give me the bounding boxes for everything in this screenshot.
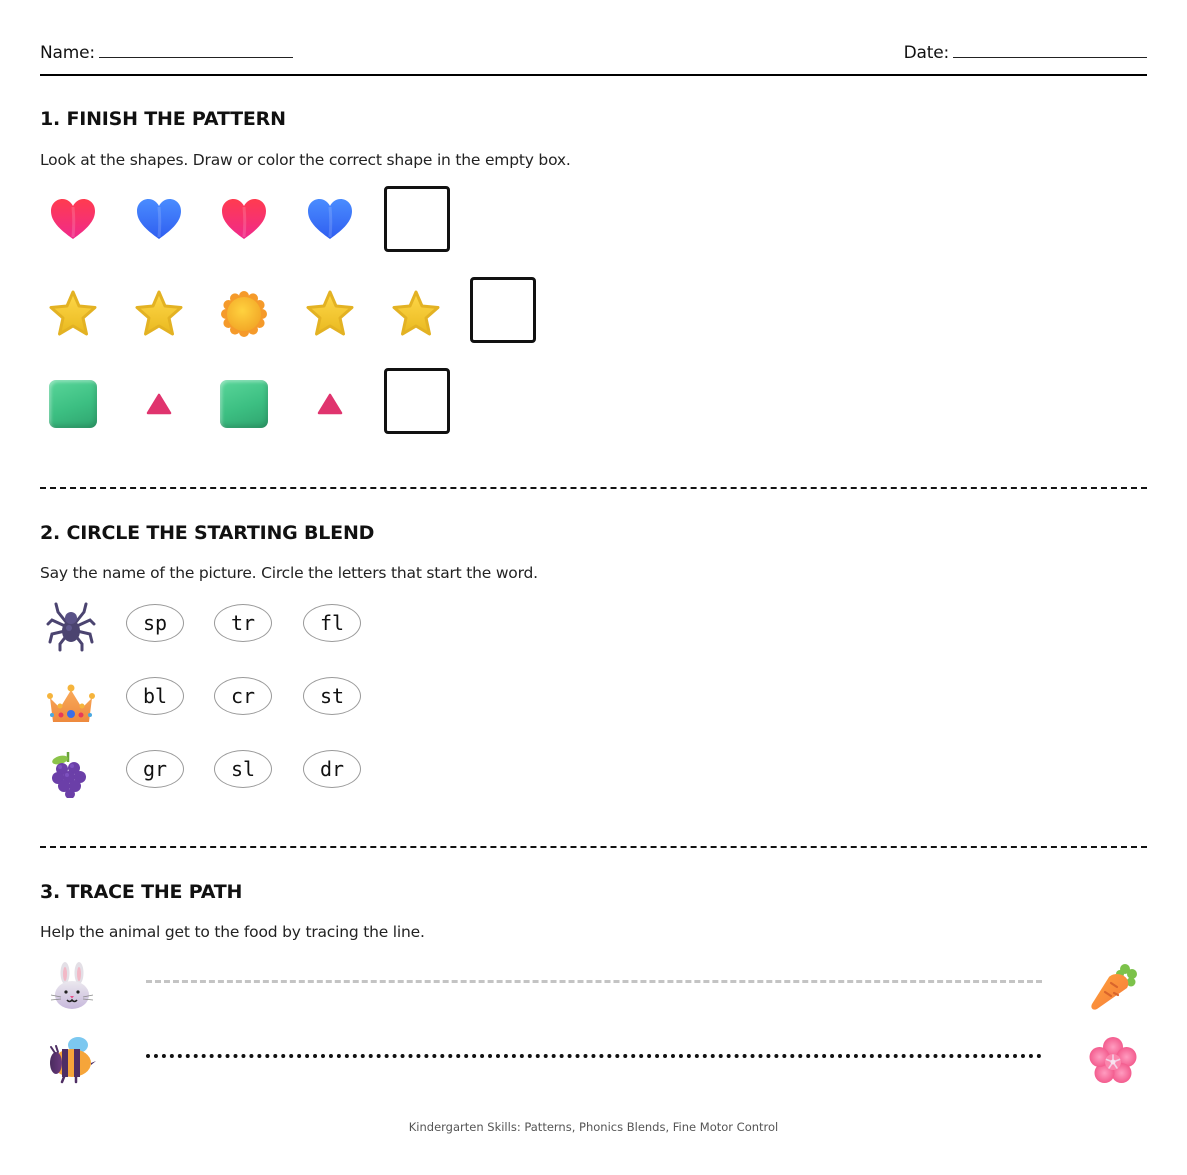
blend-option[interactable]: sp [126,604,184,642]
trace-row-rabbit [40,960,1147,1020]
red-heart-icon [211,186,277,252]
pattern-row-shapes [40,368,460,434]
answer-box[interactable] [384,368,450,434]
name-label: Name: [40,43,95,63]
pink-triangle-icon [297,371,363,437]
star-icon [383,281,449,347]
blend-option[interactable]: tr [214,604,272,642]
pattern-row-hearts [40,186,460,252]
section-3-instructions: Help the animal get to the food by tracing the line. [40,923,425,941]
blue-heart-icon [297,186,363,252]
blend-option[interactable]: fl [303,604,361,642]
worksheet-header [40,40,1147,76]
grapes-icon [46,748,96,798]
spider-icon [46,602,96,652]
blend-option[interactable]: cr [214,677,272,715]
star-icon [40,281,106,347]
name-blank-line[interactable] [99,42,293,58]
red-heart-icon [40,186,106,252]
name-field[interactable] [40,42,293,63]
crown-icon [46,679,96,729]
section-1-title: 1. FINISH THE PATTERN [40,108,286,130]
flower-icon [1086,1034,1140,1088]
carrot-icon [1086,960,1140,1014]
blend-row-grapes [40,748,370,808]
pink-triangle-icon [126,371,192,437]
pattern-row-stars [40,277,540,343]
footer-text: Kindergarten Skills: Patterns, Phonics Blends, Fine Motor Control [408,1120,779,1134]
blend-option[interactable]: gr [126,750,184,788]
blend-option[interactable]: bl [126,677,184,715]
section-3-title: 3. TRACE THE PATH [40,881,243,903]
green-square-icon [40,371,106,437]
date-label: Date: [903,43,949,63]
blue-heart-icon [126,186,192,252]
sun-icon [211,281,277,347]
blend-option[interactable]: st [303,677,361,715]
star-icon [297,281,363,347]
section-2-title: 2. CIRCLE THE STARTING BLEND [40,522,375,544]
date-field[interactable] [904,42,1147,63]
date-blank-line[interactable] [953,42,1147,58]
blend-row-spider [40,602,370,662]
blend-option[interactable]: dr [303,750,361,788]
answer-box[interactable] [384,186,450,252]
blend-row-crown [40,675,370,735]
bee-icon [46,1034,98,1086]
trace-row-bee [40,1034,1147,1094]
blend-option[interactable]: sl [214,750,272,788]
section-divider [40,487,1147,489]
section-1-instructions: Look at the shapes. Draw or color the correct shape in the empty box. [40,151,571,169]
star-icon [126,281,192,347]
section-divider [40,846,1147,848]
answer-box[interactable] [470,277,536,343]
green-square-icon [211,371,277,437]
trace-line-dashed[interactable] [146,980,1042,983]
rabbit-icon [46,960,98,1012]
trace-line-dotted[interactable] [146,1054,1042,1058]
section-2-instructions: Say the name of the picture. Circle the letters that start the word. [40,564,538,582]
